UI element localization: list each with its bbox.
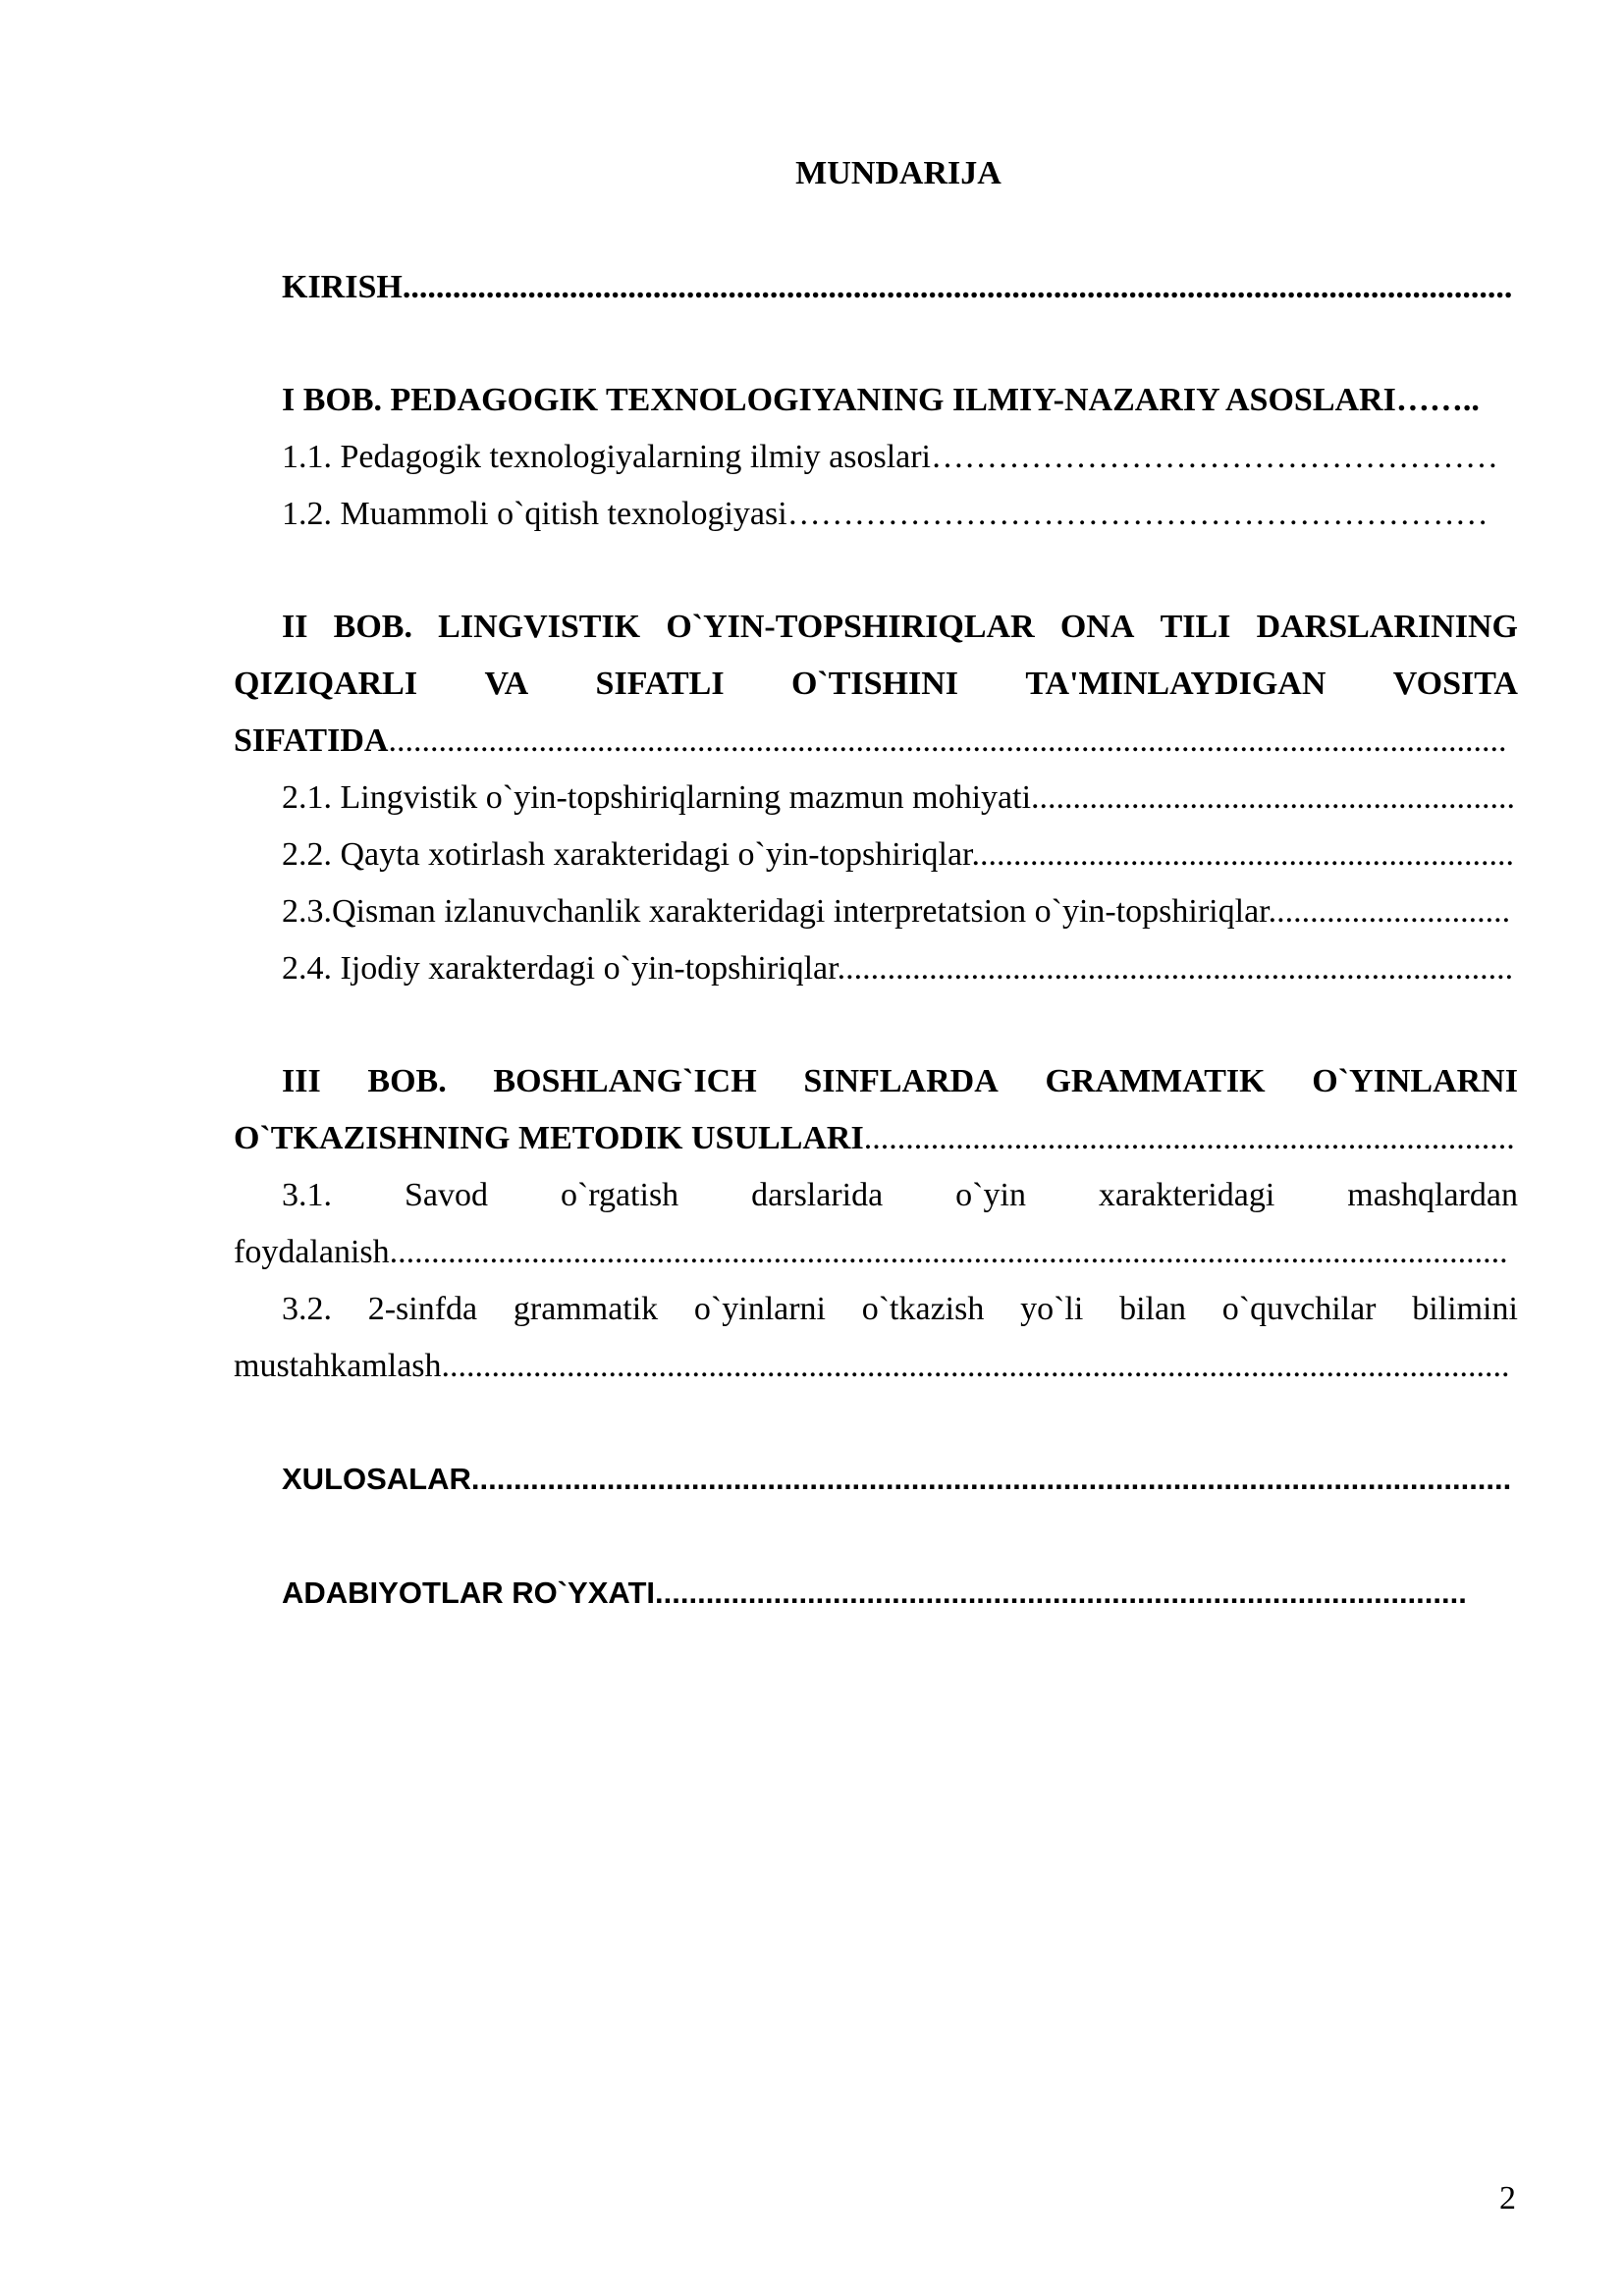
toc-entry-section-2-1: 2.1. Lingvistik o`yin-topshiriqlarning mazmun mohiyati..........................................................: [282, 779, 1516, 816]
word: BOB.: [333, 609, 412, 645]
toc-entry-section-3-2-line-2: mustahkamlash................................................................................................................................: [234, 1348, 1510, 1384]
toc-entry-section-3-1-line-1: [282, 1167, 1518, 1224]
word: o`rgatish: [560, 1177, 679, 1213]
word: darslarida: [751, 1177, 884, 1213]
word: TILI: [1160, 609, 1231, 645]
toc-entry-adabiyotlar: ADABIYOTLAR RO`YXATI................................................................................................: [282, 1575, 1467, 1610]
word: xarakteridagi: [1098, 1177, 1275, 1213]
word: mashqlardan: [1347, 1177, 1518, 1213]
word: GRAMMATIK: [1045, 1063, 1266, 1099]
word: TA'MINLAYDIGAN: [1025, 666, 1326, 702]
word: Savod: [404, 1177, 488, 1213]
word: VA: [484, 666, 529, 702]
toc-entry-chapter-2-line-1: [282, 599, 1518, 656]
word: bilimini: [1412, 1291, 1518, 1327]
word: 3.2.: [282, 1291, 332, 1327]
toc-entry-chapter-1: I BOB. PEDAGOGIK TEXNOLOGIYANING ILMIY-NAZARIY ASOSLARI……..: [282, 382, 1480, 418]
word: 2-sinfda: [367, 1291, 478, 1327]
toc-entry-chapter-3-line-2: [234, 1110, 1515, 1167]
toc-entry-section-1-1: 1.1. Pedagogik texnologiyalarning ilmiy asoslari……………………………………………: [282, 439, 1499, 475]
chapter-2-title-end: SIFATIDA: [234, 722, 389, 759]
word: DARSLARINING: [1256, 609, 1518, 645]
toc-entry-chapter-2-line-2: [234, 656, 1518, 713]
word: SIFATLI: [595, 666, 725, 702]
word: BOSHLANG`ICH: [493, 1063, 757, 1099]
word: II: [282, 609, 308, 645]
word: o`tkazish: [861, 1291, 985, 1327]
word: O`YIN-TOPSHIRIQLAR: [666, 609, 1035, 645]
word: O`TISHINI: [790, 666, 958, 702]
toc-entry-chapter-3-line-1: [282, 1053, 1518, 1110]
word: o`quvchilar: [1221, 1291, 1377, 1327]
word: III: [282, 1063, 321, 1099]
leader-dots: ..............................................................................: [863, 1120, 1515, 1156]
chapter-3-title-end: O`TKAZISHNING METODIK USULLARI: [234, 1120, 864, 1156]
word: BOB.: [367, 1063, 447, 1099]
word: grammatik: [513, 1291, 659, 1327]
toc-entry-kirish: KIRISH.....................................................................................................................................: [282, 269, 1513, 305]
toc-entry-section-3-2-line-1: [282, 1281, 1518, 1338]
word: SINFLARDA: [803, 1063, 999, 1099]
word: 3.1.: [282, 1177, 332, 1213]
word: yo`li: [1020, 1291, 1084, 1327]
page-number: 2: [1499, 2180, 1516, 2216]
word: o`yin: [955, 1177, 1026, 1213]
word: LINGVISTIK: [438, 609, 641, 645]
leader-dots: ......................................................................................................................................: [388, 722, 1507, 759]
page-title: MUNDARIJA: [795, 155, 1001, 191]
word: ONA: [1059, 609, 1135, 645]
toc-entry-section-1-2: 1.2. Muammoli o`qitish texnologiyasi………………………………………………………: [282, 496, 1489, 532]
word: O`YINLARNI: [1312, 1063, 1518, 1099]
toc-entry-chapter-2-line-3: [234, 713, 1506, 770]
word: QIZIQARLI: [234, 666, 418, 702]
word: o`yinlarni: [693, 1291, 826, 1327]
toc-entry-section-2-4: 2.4. Ijodiy xarakterdagi o`yin-topshiriqlar.................................................................................: [282, 950, 1514, 987]
toc-entry-section-2-2: 2.2. Qayta xotirlash xarakteridagi o`yin-topshiriqlar.................................................................: [282, 836, 1514, 873]
word: bilan: [1119, 1291, 1187, 1327]
word: VOSITA: [1392, 666, 1518, 702]
toc-entry-section-3-1-line-2: foydalanish......................................................................................................................................: [234, 1234, 1508, 1270]
toc-entry-section-2-3: 2.3.Qisman izlanuvchanlik xarakteridagi interpretatsion o`yin-topshiriqlar.............................: [282, 893, 1511, 930]
toc-entry-xulosalar: XULOSALAR...........................................................................................................................: [282, 1462, 1512, 1496]
